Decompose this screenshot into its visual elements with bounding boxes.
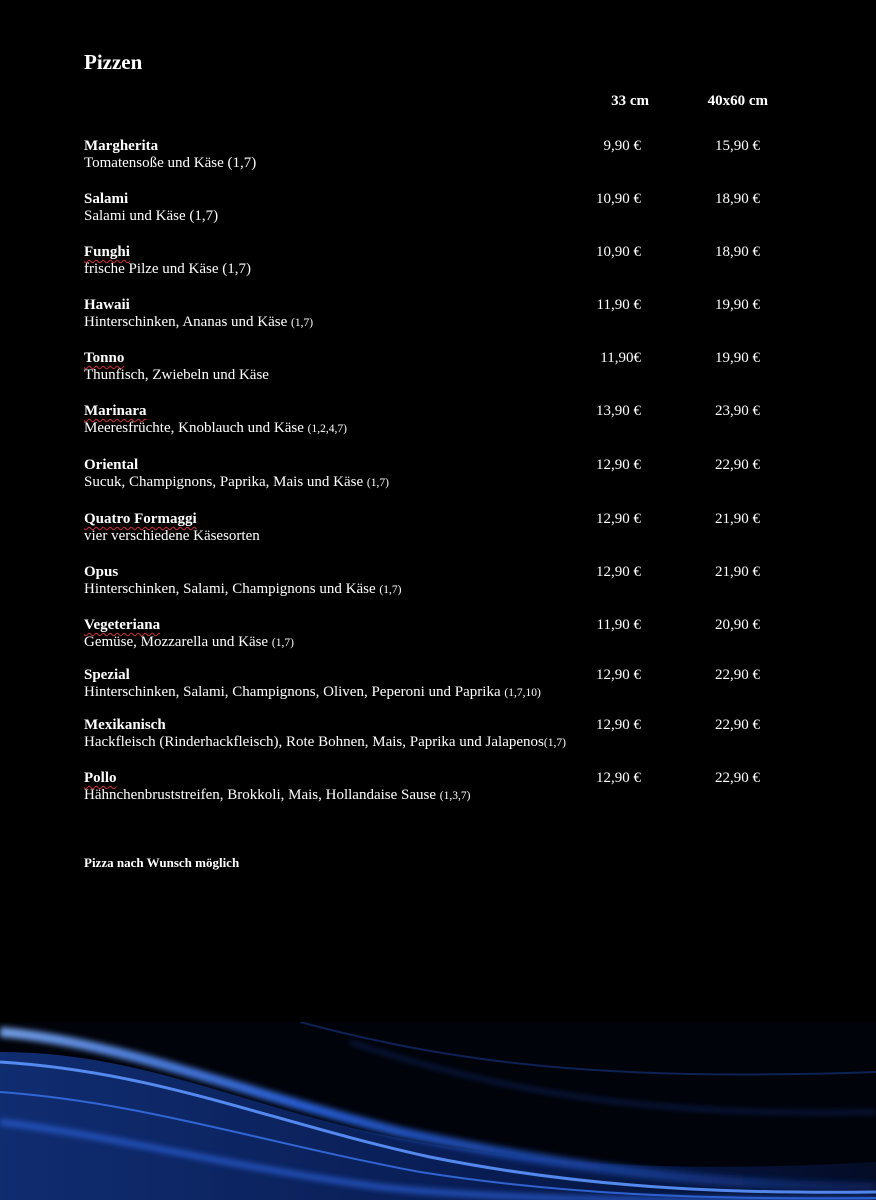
price-33cm: 12,90 € [596, 667, 641, 683]
price-40x60cm: 22,90 € [715, 770, 760, 786]
pizza-ingredients: Hinterschinken, Salami, Champignons und Käse [84, 581, 380, 597]
column-header-40x60cm: 40x60 cm [707, 93, 768, 109]
price-33cm: 12,90 € [596, 564, 641, 580]
pizza-name: Marinara [84, 403, 147, 419]
pizza-description [84, 261, 251, 278]
price-33cm: 12,90 € [596, 511, 641, 527]
pizza-name: Salami [84, 191, 129, 207]
allergen-codes: (1,3,7) [439, 790, 471, 802]
pizza-ingredients: Hinterschinken, Ananas und Käse [84, 314, 292, 330]
pizza-description [84, 581, 401, 598]
allergen-codes: (1,7) [271, 637, 294, 649]
allergen-codes: (1,2,4,7) [307, 423, 347, 435]
pizza-ingredients: Hinterschinken, Salami, Champignons, Oliven, Peperoni und Paprika [84, 684, 505, 700]
pizza-item [84, 617, 784, 657]
pizza-name: Tonno [84, 350, 125, 366]
price-40x60cm: 21,90 € [715, 511, 760, 527]
price-40x60cm: 22,90 € [715, 667, 760, 683]
allergen-codes: (1,7) [379, 584, 402, 596]
pizza-item [84, 457, 784, 497]
pizza-item [84, 564, 784, 604]
price-40x60cm: 18,90 € [715, 191, 760, 207]
pizza-item [84, 717, 784, 757]
pizza-item [84, 667, 784, 707]
pizza-description [84, 474, 389, 491]
pizza-item [84, 350, 784, 390]
price-33cm: 10,90 € [596, 244, 641, 260]
page-title: Pizzen [84, 50, 143, 74]
column-header-33cm: 33 cm [611, 93, 649, 109]
pizza-description [84, 420, 347, 437]
pizza-name: Funghi [84, 244, 130, 260]
pizza-ingredients: Hähnchenbruststreifen, Brokkoli, Mais, Hollandaise Sause [84, 787, 440, 803]
price-33cm: 12,90 € [596, 770, 641, 786]
pizza-item [84, 403, 784, 443]
pizza-name: Opus [84, 564, 119, 580]
pizza-name: Oriental [84, 457, 139, 473]
price-33cm: 12,90 € [596, 717, 641, 733]
pizza-ingredients: Thunfisch, Zwiebeln und Käse [84, 367, 269, 383]
price-33cm: 12,90 € [596, 457, 641, 473]
pizza-description [84, 367, 269, 384]
pizza-description [84, 155, 256, 172]
pizza-item [84, 511, 784, 551]
blue-wave-decoration [0, 1022, 876, 1200]
price-40x60cm: 20,90 € [715, 617, 760, 633]
price-33cm: 9,90 € [603, 138, 641, 154]
pizza-item [84, 244, 784, 284]
allergen-codes: (1,7) [543, 737, 566, 749]
pizza-item [84, 770, 784, 810]
allergen-codes: (1,7) [291, 317, 314, 329]
pizza-name: Margherita [84, 138, 159, 154]
pizza-description [84, 528, 260, 545]
price-40x60cm: 15,90 € [715, 138, 760, 154]
price-40x60cm: 21,90 € [715, 564, 760, 580]
pizza-ingredients: Tomatensoße und Käse (1,7) [84, 155, 257, 171]
pizza-name: Vegeteriana [84, 617, 161, 633]
pizza-ingredients: Gemüse, Mozzarella und Käse [84, 634, 272, 650]
pizza-name: Mexikanisch [84, 717, 166, 733]
pizza-item [84, 191, 784, 231]
pizza-description [84, 314, 313, 331]
pizza-description [84, 734, 566, 751]
price-33cm: 11,90 € [596, 297, 641, 313]
pizza-item [84, 297, 784, 337]
price-40x60cm: 23,90 € [715, 403, 760, 419]
pizza-ingredients: Meeresfrüchte, Knoblauch und Käse [84, 420, 308, 436]
price-33cm: 11,90€ [600, 350, 641, 366]
pizza-ingredients: vier verschiedene Käsesorten [84, 528, 260, 544]
allergen-codes: (1,7) [366, 477, 389, 489]
price-40x60cm: 18,90 € [715, 244, 760, 260]
price-33cm: 13,90 € [596, 403, 641, 419]
pizza-name: Hawaii [84, 297, 130, 313]
pizza-ingredients: Hackfleisch (Rinderhackfleisch), Rote Bohnen, Mais, Paprika und Jalapenos [84, 734, 544, 750]
pizza-name: Quatro Formaggi [84, 511, 197, 527]
pizza-name: Spezial [84, 667, 130, 683]
pizza-name: Pollo [84, 770, 117, 786]
pizza-description [84, 208, 218, 225]
pizza-ingredients: Salami und Käse (1,7) [84, 208, 219, 224]
pizza-description [84, 787, 470, 804]
pizza-description [84, 634, 294, 651]
price-33cm: 10,90 € [596, 191, 641, 207]
pizza-ingredients: frische Pilze und Käse (1,7) [84, 261, 252, 277]
price-40x60cm: 22,90 € [715, 717, 760, 733]
allergen-codes: (1,7,10) [504, 687, 541, 699]
footer-note: Pizza nach Wunsch möglich [84, 855, 240, 870]
price-33cm: 11,90 € [596, 617, 641, 633]
pizza-ingredients: Sucuk, Champignons, Paprika, Mais und Käse [84, 474, 367, 490]
price-40x60cm: 22,90 € [715, 457, 760, 473]
price-40x60cm: 19,90 € [715, 350, 760, 366]
pizza-item [84, 138, 784, 178]
pizza-description [84, 684, 541, 701]
price-40x60cm: 19,90 € [715, 297, 760, 313]
